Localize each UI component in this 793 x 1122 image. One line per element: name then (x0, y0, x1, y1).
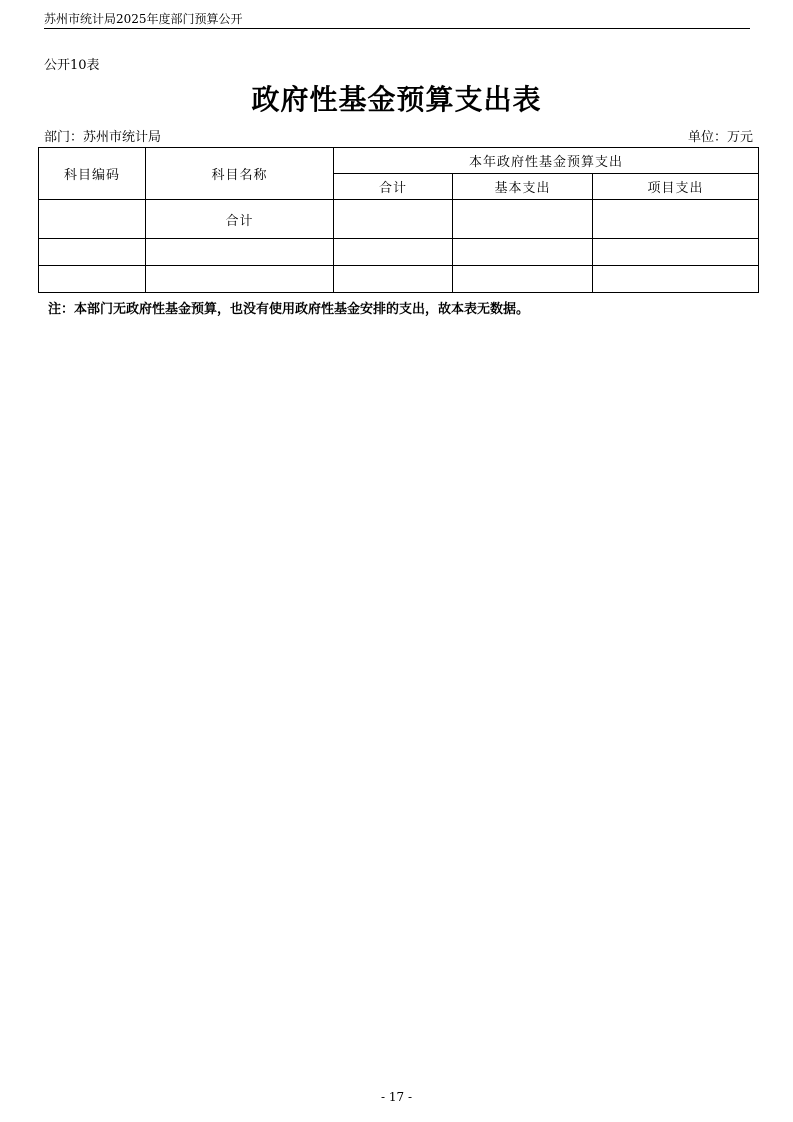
header-project-expenditure: 项目支出 (593, 174, 759, 200)
cell-name (146, 239, 334, 266)
header-total: 合计 (334, 174, 453, 200)
cell-project (593, 200, 759, 239)
table-id: 公开10表 (44, 58, 100, 73)
header-rule (44, 28, 750, 29)
cell-name: 合计 (146, 200, 334, 239)
cell-code (39, 200, 146, 239)
cell-name (146, 266, 334, 293)
header-subject-name: 科目名称 (146, 148, 334, 200)
header-subject-code: 科目编码 (39, 148, 146, 200)
table-header-row (39, 148, 759, 174)
department-label: 部门：苏州市统计局 (44, 130, 162, 145)
cell-project (593, 239, 759, 266)
cell-total (334, 239, 453, 266)
cell-basic (453, 239, 593, 266)
header-fund-expenditure: 本年政府性基金预算支出 (334, 148, 759, 174)
page-number: - 17 - (380, 1090, 412, 1104)
cell-code (39, 239, 146, 266)
running-header: 苏州市统计局2025年度部门预算公开 (44, 12, 243, 26)
table-row (39, 239, 759, 266)
cell-total (334, 200, 453, 239)
cell-total (334, 266, 453, 293)
table-note: 注：本部门无政府性基金预算，也没有使用政府性基金安排的支出，故本表无数据。 (48, 302, 530, 317)
table-row (39, 266, 759, 293)
cell-code (39, 266, 146, 293)
header-basic-expenditure: 基本支出 (453, 174, 593, 200)
table-row (39, 200, 759, 239)
page-title: 政府性基金预算支出表 (251, 83, 542, 116)
cell-project (593, 266, 759, 293)
cell-basic (453, 200, 593, 239)
budget-table (38, 147, 759, 293)
cell-basic (453, 266, 593, 293)
unit-label: 单位：万元 (687, 130, 753, 145)
